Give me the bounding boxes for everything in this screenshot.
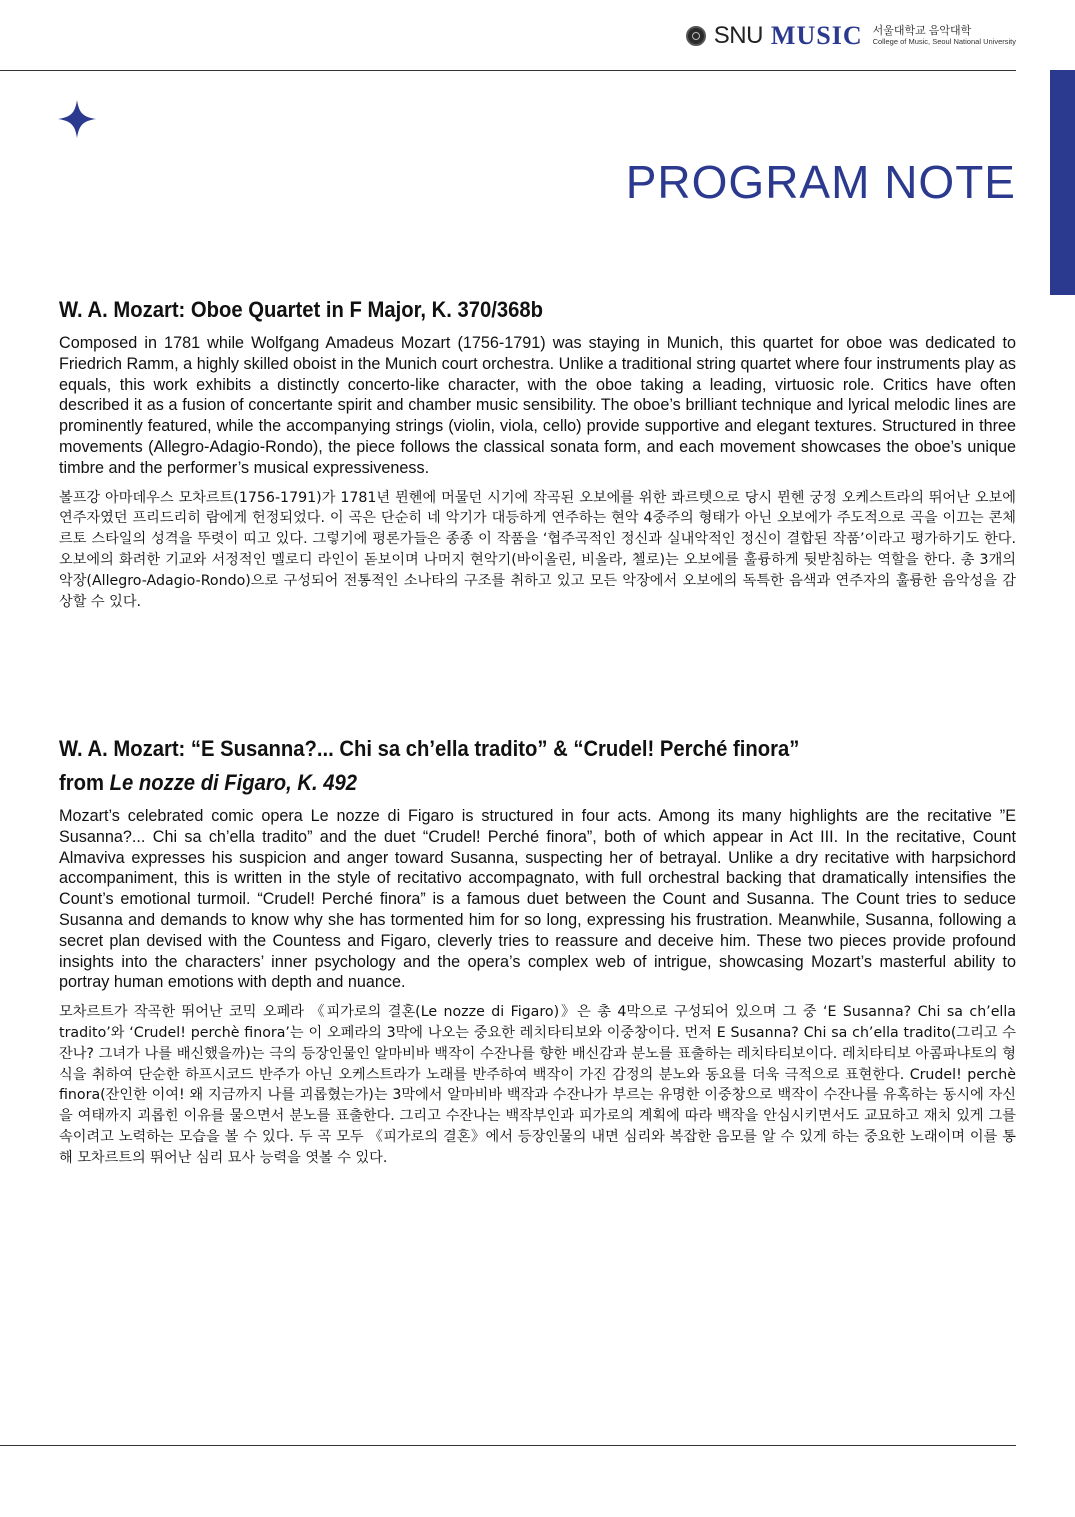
english-paragraph: Composed in 1781 while Wolfgang Amadeus Mozart (1756-1791) was staying in Munich, this quartet for oboe was dedicated to Friedrich Ramm, a highly skilled oboist in the Munich court orchestra. Unlike a traditional string quartet where four instruments play as equals, this work exhibits a distinctly concerto-like character, with the oboe taking a leading, virtuosic role. Critics have often described it as a fusion of concertante spirit and chamber music sensibility. The oboe’s brilliant technique and lyrical melodic lines are prominently featured, while the accompanying strings (violin, viola, cello) provide supportive and elegant textures. Structured in three movements (Allegro-Adagio-Rondo), the piece follows the classical sonata form, and each movement showcases the oboe’s unique timbre and the performer’s musical expressiveness. (59, 334, 1016, 477)
header-divider (0, 70, 1016, 71)
logo-music: MUSIC (770, 21, 863, 50)
section-title (59, 732, 939, 800)
page-title: PROGRAM NOTE (625, 156, 1016, 208)
program-note-oboe-quartet (59, 293, 1016, 612)
side-accent-bar (1050, 70, 1075, 295)
section-title-line1: W. A. Mozart: “E Susanna?... Chi sa ch’ella tradito” & “Crudel! Perché finora” (59, 736, 800, 761)
logo-snu: SNU (713, 22, 763, 49)
logo-subtitle (873, 25, 1016, 46)
logo-korean: 서울대학교 음악대학 (872, 25, 972, 38)
section-title: W. A. Mozart: Oboe Quartet in F Major, K. 370/368b (59, 297, 543, 322)
program-note-figaro (59, 732, 1016, 1169)
opera-title: Le nozze di Figaro (109, 770, 287, 795)
korean-paragraph: 볼프강 아마데우스 모차르트(1756-1791)가 1781년 뮌헨에 머물던 시기에 작곡된 오보에를 위한 콰르텟으로 당시 뮌헨 궁정 오케스트라의 뛰어난 오보에 연주자였던 프리드리히 람에게 헌정되었다. 이 곡은 단순히 네 악기가 대등하게 연주하는 현악 4중주의 형태가 아닌 오보에가 주도적으로 곡을 이끄는 콘체르토 스타일의 성격을 뚜렷이 띠고 있다. 그렇기에 평론가들은 종종 이 작품을 ‘협주곡적인 정신과 실내악적인 정신이 결합된 작품’이라고 평가하기도 한다. 오보에의 화려한 기교와 서정적인 멜로디 라인이 돋보이며 나머지 현악기(바이올린, 비올라, 첼로)는 오보에를 훌륭하게 뒷받침하는 역할을 한다. 총 3개의 악장(Allegro-Adagio-Rondo)으로 구성되어 전통적인 소나타의 구조를 취하고 있고 모든 악장에서 오보에의 독특한 음색과 연주자의 훌륭한 음악성을 감상할 수 있다. (59, 489, 1016, 610)
catalog-number: , K. 492 (286, 770, 358, 795)
snu-seal-icon (686, 26, 706, 46)
footer-divider (0, 1445, 1016, 1446)
four-point-star-icon (58, 100, 96, 138)
logo-english: College of Music, Seoul National University (872, 37, 1016, 46)
english-paragraph: Mozart’s celebrated comic opera Le nozze di Figaro is structured in four acts. Among its many highlights are the recitative ”E Susanna?... Chi sa ch’ella tradito” and the duet “Crudel! Perché finora”, both of which appear in Act III. In the recitative, Count Almaviva expresses his suspicion and anger toward Susanna, suspecting her of betrayal. Unlike a dry recitative with harpsichord accompaniment, this is written in the style of recitativo accompagnato, with full orchestral backing that dramatically intensifies the Count’s emotional turmoil. “Crudel! Perché finora” is a famous duet between the Count and Susanna. The Count tries to seduce Susanna and demands to know why she has tormented him for so long, expressing his frustration. Meanwhile, Susanna, following a secret plan devised with the Countess and Figaro, cleverly tries to reassure and deceive him. These two pieces provide profound insights into the characters’ inner psychology and the opera’s complex web of intrigue, showcasing Mozart’s masterful ability to portray human emotions with depth and nuance. (59, 807, 1016, 992)
section-title-from: from (59, 770, 110, 795)
header-logo (686, 22, 1016, 50)
korean-paragraph: 모차르트가 작곡한 뛰어난 코믹 오페라 《피가로의 결혼(Le nozze di Figaro)》은 총 4막으로 구성되어 있으며 그 중 ‘E Susanna? Chi sa ch’ella tradito’와 ‘Crudel! perchè finora’는 이 오페라의 3막에 나오는 중요한 레치타티보와 이중창이다. 먼저 E Susanna? Chi sa ch’ella tradito(그리고 수잔나? 그녀가 나를 배신했을까)는 극의 등장인물인 알마비바 백작이 수잔나를 향한 배신감과 분노를 표출하는 레치타티보이다. 레치타티보 아콤파냐토의 형식을 취하여 단순한 하프시코드 반주가 아닌 오케스트라가 노래를 반주하여 백작이 가진 감정의 분노와 동요를 더욱 극적으로 표현한다. Crudel! perchè finora(잔인한 이여! 왜 지금까지 나를 괴롭혔는가)는 3막에서 알마비바 백작과 수잔나가 부르는 유명한 이중창으로 백작이 수잔나를 유혹하는 동시에 자신을 여태까지 괴롭힌 이유를 물으면서 분노를 표출한다. 그리고 수잔나는 백작부인과 피가로의 계획에 따라 백작을 안심시키면서도 교묘하고 재치 있게 그를 속이려고 노력하는 모습을 볼 수 있다. 두 곡 모두 《피가로의 결혼》에서 등장인물의 내면 심리와 복잡한 음모를 알 수 있게 하는 중요한 노래이며 이를 통해 모차르트의 뛰어난 심리 묘사 능력을 엿볼 수 있다. (59, 1004, 1016, 1166)
